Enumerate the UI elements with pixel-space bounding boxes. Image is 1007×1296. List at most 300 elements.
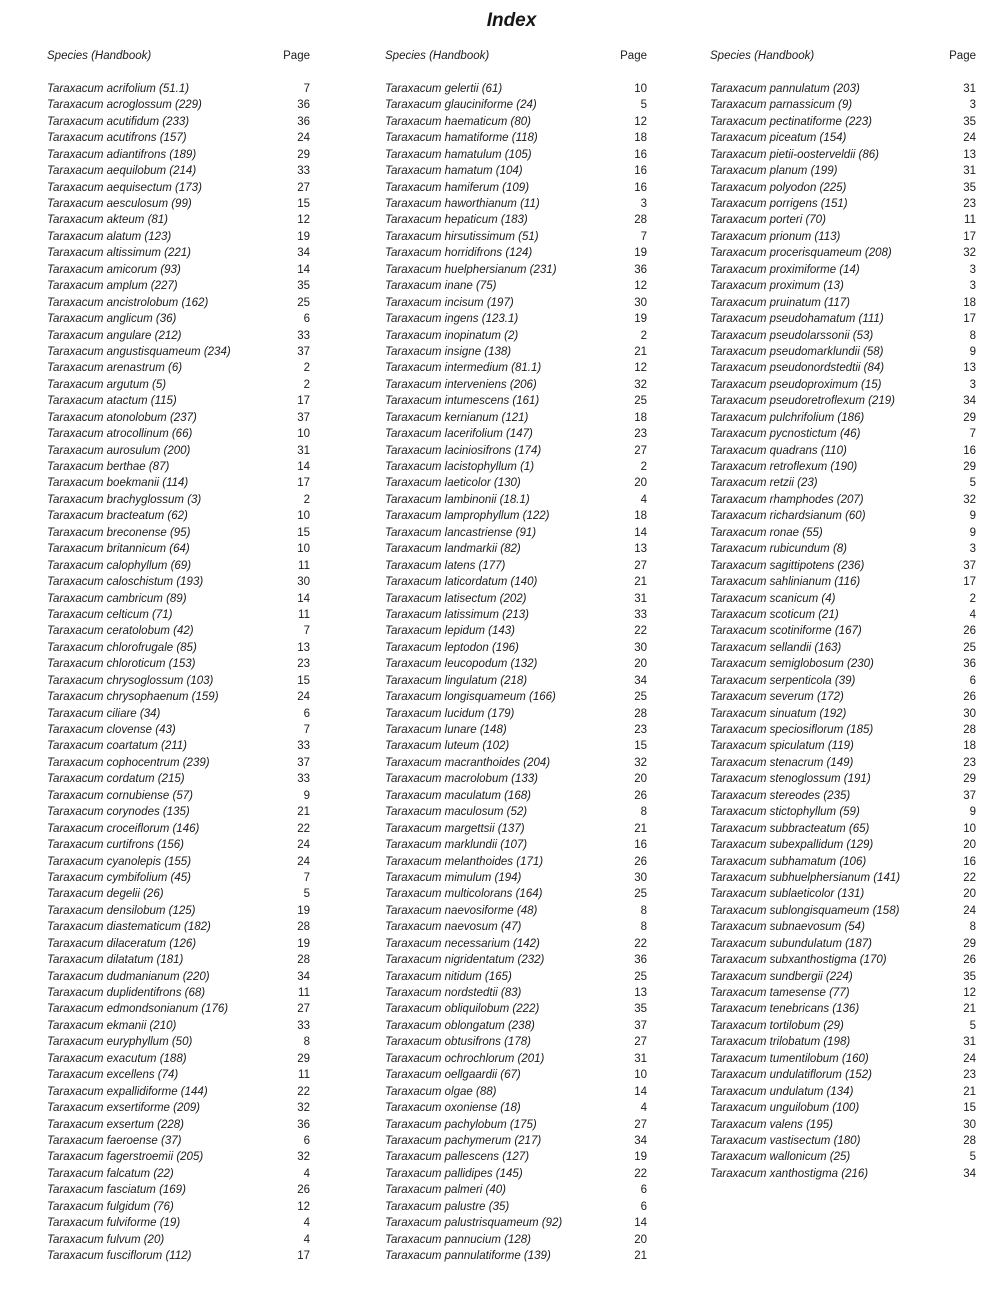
index-entry [710,1084,976,1100]
page-number: 28 [963,724,976,736]
index-entry [710,952,976,968]
species-name: Taraxacum leptodon (196) [385,641,519,654]
index-entry [385,640,647,656]
species-name: Taraxacum stereodes (235) [710,789,851,802]
species-name: Taraxacum macrolobum (133) [385,773,538,786]
page-number: 18 [634,510,647,523]
index-entry [710,344,976,360]
species-name: Taraxacum retzii (23) [710,477,818,490]
index-entry [47,985,310,1001]
page-number: 36 [297,99,310,112]
page-number: 32 [297,1102,310,1115]
species-name: Taraxacum speciosiflorum (185) [710,724,874,736]
species-name: Taraxacum fulgidum (76) [47,1200,174,1213]
page-number: 16 [634,181,647,194]
index-entry [710,180,976,196]
index-entry [710,771,976,787]
species-name: Taraxacum sinuatum (192) [710,707,847,720]
species-name: Taraxacum dilaceratum (126) [47,937,197,950]
species-name: Taraxacum scotiniforme (167) [710,625,862,638]
index-entry [710,147,976,163]
index-entry [385,459,647,475]
page-number: 6 [303,1134,310,1147]
species-name: Taraxacum britannicum (64) [47,543,190,556]
species-name: Taraxacum valens (195) [710,1118,833,1131]
index-entry [710,607,976,623]
index-entry [47,426,310,442]
index-entry [710,673,976,689]
page-number: 14 [297,592,310,605]
page-number: 25 [634,395,647,408]
page-number: 25 [634,888,647,901]
index-entry [385,558,647,574]
page-number: 8 [969,329,976,342]
page-number: 11 [298,1069,310,1082]
page-number: 23 [963,756,976,769]
page-number: 5 [969,1151,976,1164]
species-name: Taraxacum breconense (95) [47,526,191,539]
page-number: 17 [963,313,976,326]
page-number: 9 [969,345,976,358]
species-name: Taraxacum trilobatum (198) [710,1036,851,1049]
index-entry [385,607,647,623]
index-entry [710,212,976,228]
index-entry [710,804,976,820]
index-entry [710,1133,976,1149]
index-entry [710,163,976,179]
index-entry [47,1034,310,1050]
index-entry [47,295,310,311]
page-number: 4 [303,1217,310,1230]
index-entry [47,689,310,705]
index-entry [385,1215,647,1231]
index-entry [710,821,976,837]
index-entry [710,640,976,656]
page-number: 19 [634,247,647,260]
entry-list [47,81,310,1265]
index-entry [385,1182,647,1198]
species-name: Taraxacum marklundii (107) [385,839,528,852]
species-name: Taraxacum richardsianum (60) [710,510,866,523]
page-number: 4 [303,1167,310,1180]
index-entry [47,97,310,113]
species-name: Taraxacum dudmanianum (220) [47,970,210,983]
index-entry [47,1149,310,1165]
index-entry [47,525,310,541]
index-entry [47,738,310,754]
page-number: 32 [634,756,647,769]
index-entry [47,360,310,376]
species-name: Taraxacum pallidipes (145) [385,1167,523,1180]
page-number: 18 [634,132,647,145]
page-number: 32 [634,378,647,391]
index-entry [385,212,647,228]
index-entry [47,771,310,787]
index-entry [47,952,310,968]
species-name: Taraxacum fusciflorum (112) [47,1250,192,1262]
page-number: 14 [634,1085,647,1098]
species-name: Taraxacum palmeri (40) [385,1184,507,1197]
species-name: Taraxacum procerisquameum (208) [710,247,892,260]
page-number: 31 [297,444,310,457]
page-number: 33 [297,740,310,753]
species-name: Taraxacum angulare (212) [47,329,182,342]
index-entry [385,755,647,771]
species-name: Taraxacum angustisquameum (234) [47,345,231,358]
index-entry [47,591,310,607]
species-name: Taraxacum alatum (123) [47,230,172,243]
index-entry [385,196,647,212]
species-name: Taraxacum retroflexum (190) [710,461,858,473]
index-entry [385,1199,647,1215]
index-entry [710,722,976,738]
index-entry [710,492,976,508]
page-number: 12 [634,280,647,293]
page-number: 11 [964,214,976,227]
page-number: 23 [634,428,647,441]
page-number: 14 [297,461,310,473]
species-name: Taraxacum prionum (113) [710,230,841,243]
page-number: 20 [634,658,647,671]
species-name: Taraxacum semiglobosum (230) [710,658,874,671]
species-name: Taraxacum cophocentrum (239) [47,756,210,769]
species-name: Taraxacum subhamatum (106) [710,855,867,868]
species-name: Taraxacum unguilobum (100) [710,1102,860,1115]
index-entry [710,360,976,376]
species-name: Taraxacum nigridentatum (232) [385,954,545,967]
page-number: 14 [297,263,310,276]
page-number: 25 [963,641,976,654]
index-entry [47,804,310,820]
index-entry [385,952,647,968]
index-entry [47,541,310,557]
index-entry [47,443,310,459]
index-entry [710,788,976,804]
page-number: 19 [634,313,647,326]
page-number: 10 [963,822,976,835]
page-number: 8 [640,904,647,917]
page-number: 2 [303,362,310,375]
species-name: Taraxacum hamatum (104) [385,165,523,178]
index-entry [385,81,647,97]
index-entry [385,360,647,376]
species-name: Taraxacum stenacrum (149) [710,756,854,769]
species-name: Taraxacum hamatulum (105) [385,148,532,161]
page-number: 12 [634,362,647,375]
page-number: 7 [303,625,310,638]
index-entry [385,1166,647,1182]
species-name: Taraxacum hirsutissimum (51) [385,230,539,243]
index-entry [47,821,310,837]
index-entry [385,623,647,639]
page-number: 2 [640,329,647,342]
species-name: Taraxacum chloroticum (153) [47,658,196,671]
species-name: Taraxacum fulviforme (19) [47,1217,181,1230]
page-number: 16 [634,839,647,852]
page-number: 5 [640,99,647,112]
species-name: Taraxacum fagerstroemii (205) [47,1151,204,1164]
species-name: Taraxacum edmondsonianum (176) [47,1003,229,1016]
index-entry [385,1100,647,1116]
index-entry [385,443,647,459]
species-name: Taraxacum sahlinianum (116) [710,576,861,589]
page-number: 28 [963,1134,976,1147]
index-entry [710,196,976,212]
page-number: 22 [297,822,310,835]
page-title: Index [486,10,537,31]
page-number: 9 [969,806,976,819]
species-name: Taraxacum pallescens (127) [385,1151,530,1164]
index-entry [47,854,310,870]
page-number: 28 [297,921,310,934]
species-name: Taraxacum pseudomarklundii (58) [710,345,884,358]
species-name: Taraxacum argutum (5) [47,378,167,391]
species-name: Taraxacum planum (199) [710,165,838,178]
species-name: Taraxacum bracteatum (62) [47,510,188,523]
index-entry [385,114,647,130]
index-entry [710,245,976,261]
species-name: Taraxacum pseudoproximum (15) [710,378,882,391]
species-name: Taraxacum pycnostictum (46) [710,428,861,441]
page-number: 9 [303,789,310,802]
page-number: 8 [640,806,647,819]
species-name: Taraxacum polyodon (225) [710,181,847,194]
species-name: Taraxacum atonolobum (237) [47,411,197,424]
index-entry [385,475,647,491]
page-number: 2 [640,461,647,473]
page-number: 24 [297,691,310,704]
page-number: 26 [963,625,976,638]
page-number: 29 [297,148,310,161]
index-entry [710,1051,976,1067]
page-number: 16 [963,444,976,457]
species-name: Taraxacum anglicum (36) [47,313,177,326]
species-name: Taraxacum leucopodum (132) [385,658,538,671]
species-name: Taraxacum exacutum (188) [47,1052,187,1065]
species-name: Taraxacum laticordatum (140) [385,576,538,589]
page-number: 4 [303,1233,310,1246]
page-number: 6 [303,707,310,720]
index-entry [47,788,310,804]
index-entry [710,706,976,722]
index-entry [385,1149,647,1165]
species-name: Taraxacum pseudolarssonii (53) [710,329,874,342]
index-entry [385,492,647,508]
page-number: 37 [634,1019,647,1032]
page-number: 7 [303,82,310,95]
species-name: Taraxacum parnassicum (9) [710,99,853,112]
species-name: Taraxacum nordstedtii (83) [385,987,522,999]
index-entry [385,1067,647,1083]
index-entry [47,475,310,491]
species-name: Taraxacum faeroense (37) [47,1134,182,1147]
species-name: Taraxacum ekmanii (210) [47,1019,177,1032]
page-number: 18 [634,411,647,424]
species-name: Taraxacum horridifrons (124) [385,247,533,260]
species-name: Taraxacum landmarkii (82) [385,543,521,556]
index-entry [385,738,647,754]
species-name: Taraxacum akteum (81) [47,214,169,227]
species-name: Taraxacum vastisectum (180) [710,1134,861,1147]
species-name: Taraxacum glauciniforme (24) [385,99,537,112]
column-header [385,48,647,64]
index-entry [710,591,976,607]
page-number: 11 [298,608,310,621]
index-entry [385,130,647,146]
species-name: Taraxacum acrifolium (51.1) [47,82,190,95]
species-name: Taraxacum intermedium (81.1) [385,362,542,375]
species-name: Taraxacum haematicum (80) [385,115,531,128]
page-number: 11 [298,559,310,572]
index-entry [385,328,647,344]
species-header-label: Species (Handbook) [385,50,490,62]
page-number: 23 [963,198,976,210]
species-name: Taraxacum pachylobum (175) [385,1118,537,1131]
species-name: Taraxacum pectinatiforme (223) [710,115,872,128]
page-number: 2 [303,378,310,391]
page-number: 21 [634,576,647,589]
index-entry [47,1215,310,1231]
index-entry [47,212,310,228]
index-entry [47,163,310,179]
species-name: Taraxacum arenastrum (6) [47,362,183,375]
species-name: Taraxacum lambinonii (18.1) [385,493,530,506]
species-name: Taraxacum croceiflorum (146) [47,822,200,835]
species-name: Taraxacum naevosum (47) [385,921,522,934]
page-number: 19 [297,937,310,950]
page-number: 22 [634,625,647,638]
page-number: 37 [963,559,976,572]
page-number: 33 [297,165,310,178]
index-entry [47,114,310,130]
index-entry [47,722,310,738]
page-number: 10 [634,82,647,95]
species-name: Taraxacum subxanthostigma (170) [710,954,887,967]
index-entry [385,163,647,179]
index-entry [47,837,310,853]
index-entry [710,426,976,442]
index-column-2 [385,48,647,1264]
species-name: Taraxacum dilatatum (181) [47,954,184,967]
index-entry [47,278,310,294]
page-number: 31 [634,1052,647,1065]
page-number: 26 [963,691,976,704]
page-number: 24 [963,1052,976,1065]
species-name: Taraxacum pannulatum (203) [710,82,860,95]
index-entry [47,393,310,409]
page-number: 3 [640,198,647,210]
index-entry [385,821,647,837]
species-name: Taraxacum diastematicum (182) [47,921,211,934]
page-number: 28 [634,707,647,720]
page-number: 15 [297,198,310,210]
species-name: Taraxacum exsertum (228) [47,1118,184,1131]
species-name: Taraxacum fasciatum (169) [47,1184,186,1197]
page-number: 22 [634,937,647,950]
species-header-label: Species (Handbook) [47,50,152,62]
species-name: Taraxacum sellandii (163) [710,641,842,654]
page-number: 29 [963,411,976,424]
index-entry [710,262,976,278]
species-name: Taraxacum tenebricans (136) [710,1003,860,1016]
page-number: 12 [963,987,976,999]
page-number: 8 [640,921,647,934]
index-entry [385,262,647,278]
species-name: Taraxacum subundulatum (187) [710,937,872,950]
page-number: 36 [634,954,647,967]
species-name: Taraxacum melanthoides (171) [385,855,544,868]
species-name: Taraxacum chlorofrugale (85) [47,641,197,654]
species-name: Taraxacum luteum (102) [385,740,510,753]
index-entry [710,229,976,245]
index-entry [385,673,647,689]
index-entry [710,1034,976,1050]
page-number: 21 [963,1085,976,1098]
page-number: 27 [297,181,310,194]
page-number: 13 [634,543,647,556]
page-number: 23 [297,658,310,671]
index-entry [710,903,976,919]
index-entry [385,656,647,672]
species-name: Taraxacum lingulatum (218) [385,674,528,687]
page-number: 30 [634,296,647,309]
page-number: 7 [640,230,647,243]
page-number: 29 [963,937,976,950]
index-entry [710,689,976,705]
index-entry [385,1248,647,1264]
index-entry [710,541,976,557]
species-name: Taraxacum palustrisquameum (92) [385,1217,563,1230]
index-entry [47,1117,310,1133]
page-number: 13 [963,148,976,161]
species-name: Taraxacum fulvum (20) [47,1233,165,1246]
species-name: Taraxacum subhuelphersianum (141) [710,871,901,884]
page-number: 20 [963,839,976,852]
page-number: 17 [963,230,976,243]
index-entry [47,410,310,426]
species-name: Taraxacum rubicundum (8) [710,543,847,556]
index-entry [710,410,976,426]
species-name: Taraxacum proximum (13) [710,280,844,293]
index-entry [385,97,647,113]
index-entry [385,1034,647,1050]
species-name: Taraxacum pietii-oosterveldii (86) [710,148,879,161]
page-number: 17 [297,395,310,408]
page-number: 20 [634,1233,647,1246]
species-name: Taraxacum serpenticola (39) [710,674,856,687]
species-name: Taraxacum ingens (123.1) [385,313,519,326]
page-number: 21 [634,345,647,358]
page-number: 26 [634,855,647,868]
species-name: Taraxacum huelphersianum (231) [385,263,557,276]
index-entry [385,837,647,853]
species-name: Taraxacum margettsii (137) [385,822,525,835]
page-number: 17 [963,576,976,589]
species-name: Taraxacum lacistophyllum (1) [385,461,535,473]
index-entry [47,607,310,623]
species-name: Taraxacum cyanolepis (155) [47,855,192,868]
page-number: 2 [303,493,310,506]
index-entry [47,81,310,97]
page-number: 34 [634,674,647,687]
page-number: 35 [963,115,976,128]
species-name: Taraxacum ciliare (34) [47,707,161,720]
index-entry [710,130,976,146]
species-name: Taraxacum tumentilobum (160) [710,1052,869,1065]
species-name: Taraxacum spiculatum (119) [710,740,854,753]
species-name: Taraxacum subnaevosum (54) [710,921,865,934]
index-entry [385,311,647,327]
